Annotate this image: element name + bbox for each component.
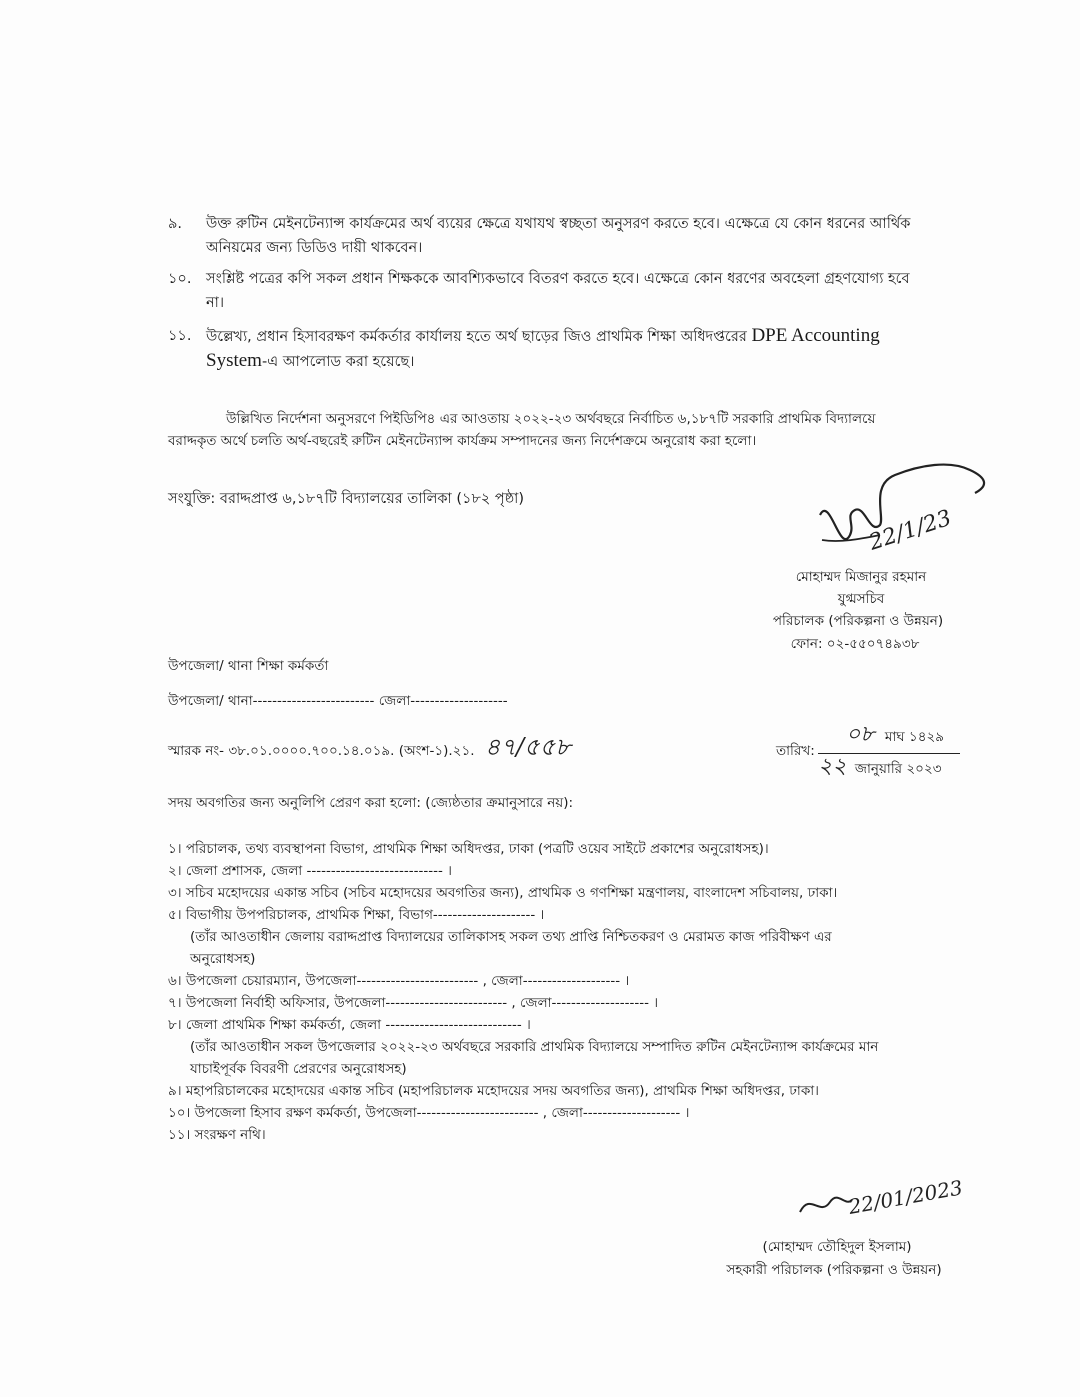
date-english-text: জানুয়ারি ২০২৩ xyxy=(854,761,942,777)
closing-line: বরাদ্দকৃত অর্থে চলতি অর্থ-বছরেই রুটিন মেইনটেন্যান্স কার্যক্রম সম্পাদনের জন্য নির্দেশক্রমে অনুরোধ করা হলো। xyxy=(168,433,757,449)
signature-2-image xyxy=(790,1172,1020,1232)
point-line: না। xyxy=(206,295,225,311)
date-bangla xyxy=(818,724,960,750)
signer-2-office: সহকারী পরিচালক (পরিকল্পনা ও উন্নয়ন) xyxy=(726,1262,942,1278)
copy-item: ৬। উপজেলা চেয়ারম্যান, উপজেলা------------------------- , জেলা-------------------- । xyxy=(168,973,630,989)
recipient-title: উপজেলা/ থানা শিক্ষা কর্মকর্তা xyxy=(168,658,329,674)
signer-2-name: (মোহাম্মদ তৌহিদুল ইসলাম) xyxy=(762,1239,912,1255)
date-bangla-text: মাঘ ১৪২৯ xyxy=(884,729,944,745)
point-line: উল্লেখ্য, প্রধান হিসাবরক্ষণ কর্মকর্তার কার্যালয় হতে অর্থ ছাড়ের জিও প্রাথমিক শিক্ষা অধিদপ্তরের xyxy=(206,329,747,345)
signature-2-date: 22/01/2023 xyxy=(846,1175,965,1219)
recipient-address: উপজেলা/ থানা------------------------- জেলা-------------------- xyxy=(168,693,508,709)
copy-item: ১। পরিচালক, তথ্য ব্যবস্থাপনা বিভাগ, প্রাথমিক শিক্ষা অধিদপ্তর, ঢাকা (পত্রটি ওয়েব সাইটে প্রকাশের অনুরোধসহ)। xyxy=(168,841,769,857)
signature-1-image xyxy=(800,455,1000,575)
signature-1-date: 22/1/23 xyxy=(866,505,955,556)
signer-1-designation: যুগ্মসচিব xyxy=(837,591,885,607)
closing-line: উল্লিখিত নির্দেশনা অনুসরণে পিইডিপি৪ এর আওতায় ২০২২-২৩ অর্থবছরে নির্বাচিত ৬,১৮৭টি সরকারি প্রাথমিক বিদ্যালয়ে xyxy=(226,411,876,427)
date-label: তারিখ: xyxy=(776,743,815,759)
signer-1-office: পরিচালক (পরিকল্পনা ও উন্নয়ন) xyxy=(772,613,944,629)
memo-reference xyxy=(168,733,571,762)
copy-item-note: (তাঁর আওতাধীন সকল উপজেলার ২০২২-২৩ অর্থবছরে সরকারি প্রাথমিক বিদ্যালয়ে সম্পাদিত রুটিন মেইনটেন্যান্স কার্যক্রমের মান xyxy=(190,1039,879,1055)
copy-list xyxy=(168,838,988,1146)
point-line: উক্ত রুটিন মেইনটেন্যান্স কার্যক্রমের অর্থ ব্যয়ের ক্ষেত্রে যথাযথ স্বচ্ছতা অনুসরণ করতে হবে। এক্ষেত্রে যে কোন ধরনের আর্থিক xyxy=(206,216,911,232)
copy-item-note: (তাঁর আওতাধীন জেলায় বরাদ্দপ্রাপ্ত বিদ্যালয়ের তালিকাসহ সকল তথ্য প্রাপ্তি নিশ্চিতকরণ ও মেরামত কাজ পরিবীক্ষণ এর xyxy=(190,929,832,945)
point-line: -এ আপলোড করা হয়েছে। xyxy=(261,354,415,370)
copy-item: ৩। সচিব মহোদয়ের একান্ত সচিব (সচিব মহোদয়ের অবগতির জন্য), প্রাথমিক ও গণশিক্ষা মন্ত্রণালয়, বাংলাদেশ সচিবালয়, ঢাকা। xyxy=(168,885,838,901)
point-line: অনিয়মের জন্য ডিডিও দায়ী থাকবেন। xyxy=(206,240,423,256)
copy-item: ১১। সংরক্ষণ নথি। xyxy=(168,1127,266,1143)
date-english-handwritten: ২২ xyxy=(818,754,847,779)
copy-item: ২। জেলা প্রশাসক, জেলা ---------------------------- । xyxy=(168,863,452,879)
closing-paragraph xyxy=(168,408,980,452)
point-number: ৯. xyxy=(168,216,183,232)
copy-item-note: যাচাইপূর্বক বিবরণী প্রেরণের অনুরোধসহ) xyxy=(190,1061,407,1077)
point-number: ১১. xyxy=(168,328,192,344)
copy-item: ১০। উপজেলা হিসাব রক্ষণ কর্মকর্তা, উপজেলা------------------------- , জেলা-------------------- । xyxy=(168,1105,690,1121)
date-bangla-handwritten: ০৮ xyxy=(846,722,875,747)
copy-item: ৮। জেলা প্রাথমিক শিক্ষা কর্মকর্তা, জেলা ---------------------------- । xyxy=(168,1017,531,1033)
copy-item: ৭। উপজেলা নির্বাহী অফিসার, উপজেলা------------------------- , জেলা-------------------- । xyxy=(168,995,659,1011)
copy-item: ৯। মহাপরিচালকের মহোদয়ের একান্ত সচিব (মহাপরিচালক মহোদয়ের সদয় অবগতির জন্য), প্রাথমিক শিক্ষা অধিদপ্তর, ঢাকা। xyxy=(168,1083,820,1099)
copy-intro: সদয় অবগতির জন্য অনুলিপি প্রেরণ করা হলো: (জ্যেষ্ঠতার ক্রমানুসারে নয়): xyxy=(168,795,574,811)
point-line: সংশ্লিষ্ট পত্রের কপি সকল প্রধান শিক্ষককে আবশ্যিকভাবে বিতরণ করতে হবে। এক্ষেত্রে কোন ধরণের অবহেলা গ্রহণযোগ্য হবে xyxy=(206,271,910,287)
memo-reference-handwritten: ৪৭/৫৫৮ xyxy=(484,733,571,761)
copy-item-note: অনুরোধসহ) xyxy=(190,951,256,967)
copy-item: ৫। বিভাগীয় উপপরিচালক, প্রাথমিক শিক্ষা, বিভাগ--------------------- । xyxy=(168,907,545,923)
signer-1-name: মোহাম্মদ মিজানুর রহমান xyxy=(795,569,927,585)
attachment-line: সংযুক্তি: বরাদ্দপ্রাপ্ত ৬,১৮৭টি বিদ্যালয়ের তালিকা (১৮২ পৃষ্ঠা) xyxy=(168,491,525,507)
date-english xyxy=(818,756,960,780)
point-number: ১০. xyxy=(168,271,192,287)
memo-reference-text: স্মারক নং- ৩৮.০১.০০০০.৭০০.১৪.০১৯. (অংশ-১).২১. xyxy=(168,743,475,759)
dpe-accounting-text: DPE Accounting xyxy=(751,325,880,346)
system-text: System xyxy=(206,350,262,371)
signer-1-phone: ফোন: ০২-৫৫০৭৪৯৩৮ xyxy=(790,636,920,652)
